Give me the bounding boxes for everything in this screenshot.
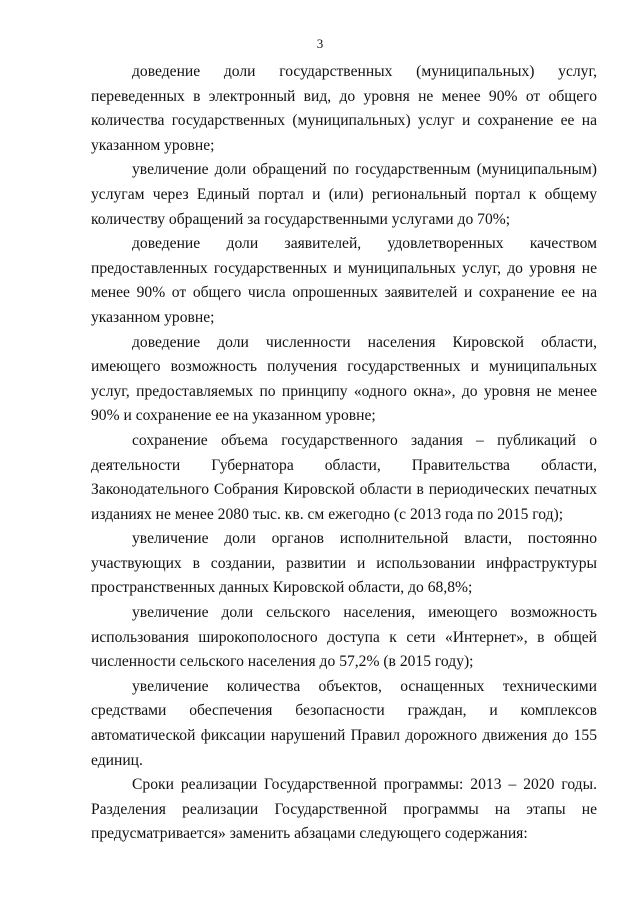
paragraph-electronic-services: доведение доли государственных (муниципальных) услуг, переведенных в электронный вид, до уровня не менее 90% от общего количества государственных (муниципальных) услуг и сохранение ее на указанном уровне;: [91, 63, 597, 154]
document-body: [91, 60, 597, 847]
paragraph-broadband-access: увеличение доли сельского населения, имеющего возможность использования широкополосного доступа к сети «Интернет», в общей численности сельского населения до 57,2% (в 2015 году);: [91, 604, 597, 671]
paragraph-applicant-satisfaction: доведение доли заявителей, удовлетворенных качеством предоставленных государственных и муниципальных услуг, до уровня не менее 90% от общего числа опрошенных заявителей и сохранение ее на указанном уровне;: [91, 235, 597, 326]
paragraph-spatial-data: увеличение доли органов исполнительной власти, постоянно участвующих в создании, развитии и использовании инфраструктуры пространственных данных Кировской области, до 68,8%;: [91, 530, 597, 597]
paragraph-one-window-access: доведение доли численности населения Кировской области, имеющего возможность получения государственных и муниципальных услуг, предоставляемых по принципу «одного окна», до уровня не менее 90% и сохранение ее на указанном уровне;: [91, 333, 597, 425]
paragraph-portal-requests: увеличение доли обращений по государственным (муниципальным) услугам через Единый портал и (или) региональный портал к общему количеству обращений за государственными услугами до 70%;: [91, 161, 597, 228]
paragraph-program-terms: Сроки реализации Государственной программы: 2013 – 2020 годы. Разделения реализации Государственной программы на этапы не предусматривается» заменить абзацами следующего содержания:: [91, 776, 597, 843]
page-number: 3: [316, 36, 324, 51]
paragraph-publications-volume: сохранение объема государственного задания – публикаций о деятельности Губернатора области, Правительства области, Законодательного Собрания Кировской области в периодических печатных изданиях не менее 2080 тыс. кв. см ежегодно (с 2013 года по 2015 год);: [91, 431, 597, 523]
paragraph-safety-equipment: увеличение количества объектов, оснащенных техническими средствами обеспечения безопасности граждан, и комплексов автоматической фиксации нарушений Правил дорожного движения до 155 единиц.: [91, 677, 597, 769]
